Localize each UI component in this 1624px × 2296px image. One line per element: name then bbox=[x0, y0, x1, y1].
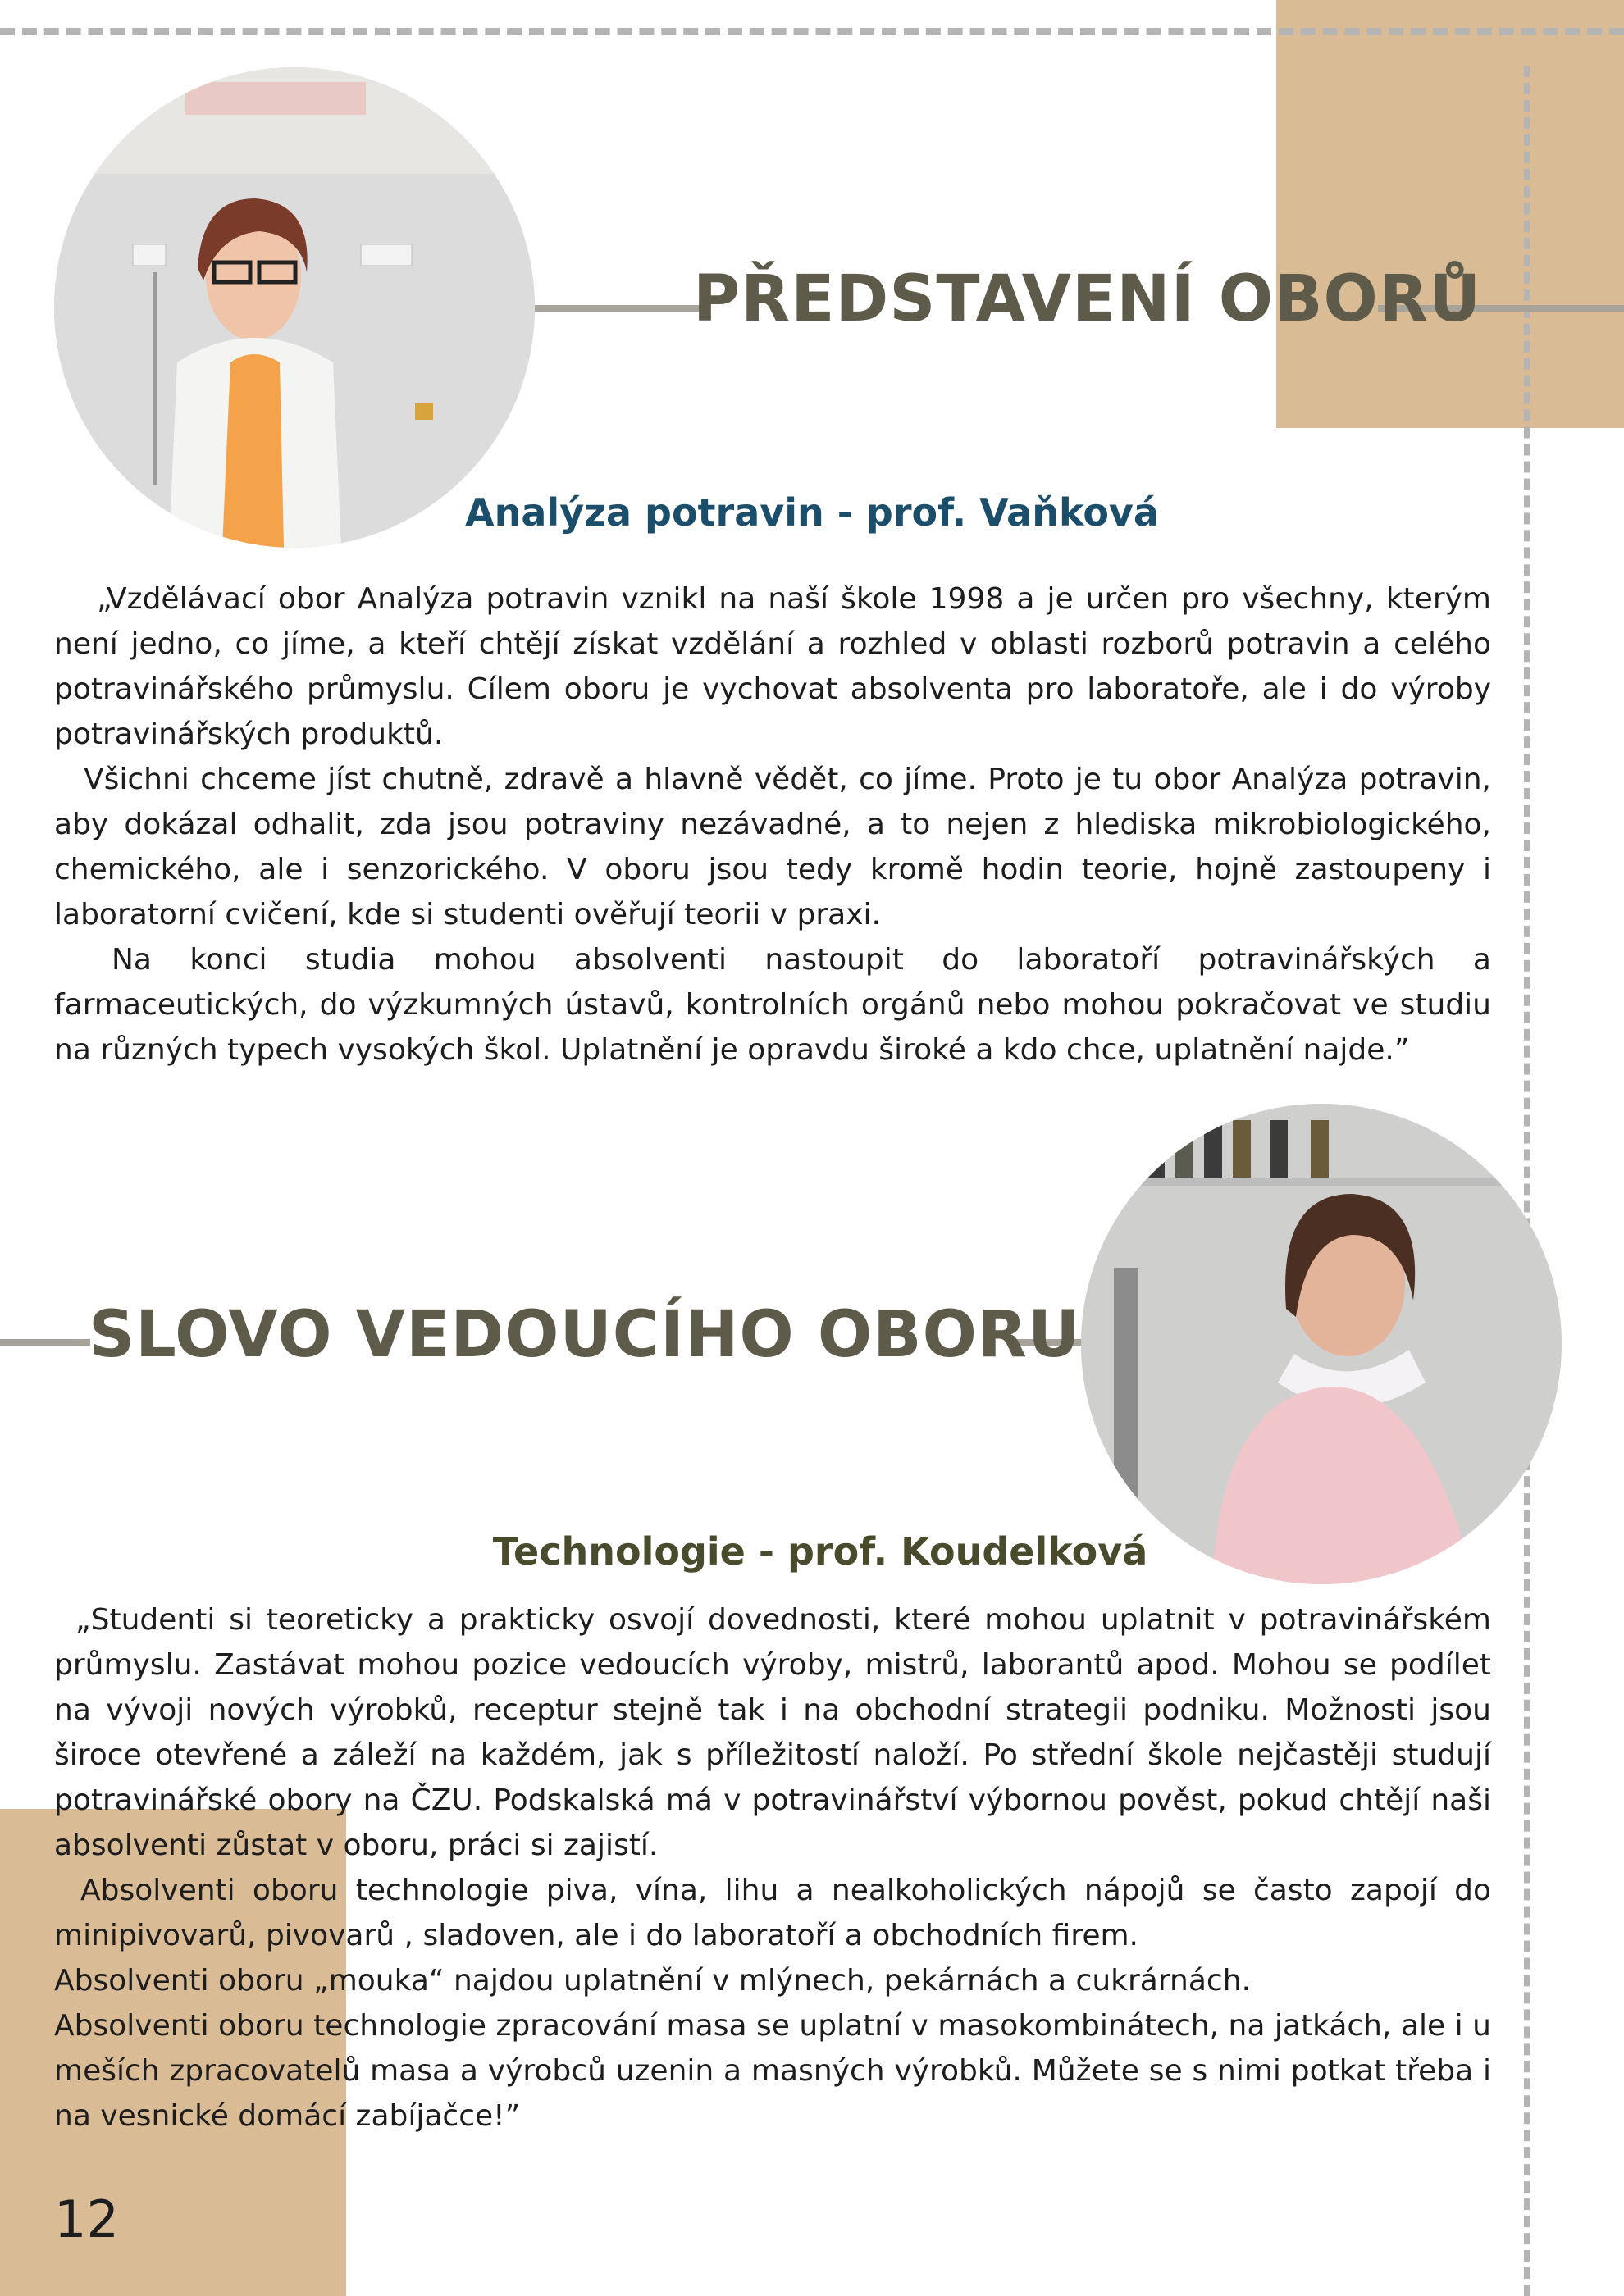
paragraph: Na konci studia mohou absolventi nastoupit do laboratoří potravinářských a farmaceutických, do výzkumných ústavů, kontrolních orgánů nebo mohou pokračovat ve studiu na různých typech vysokých škol. Uplatnění je opravdu široké a kdo chce, uplatnění najde.” bbox=[54, 943, 1491, 1067]
text-block-technologie bbox=[54, 1597, 1491, 2139]
text-block-analyza-potravin bbox=[54, 576, 1491, 1073]
top-dashed-rule bbox=[0, 28, 1624, 35]
paragraph: „Vzdělávací obor Analýza potravin vznikl na naší škole 1998 a je určen pro všechny, kterým není jedno, co jíme, a kteří chtějí získat vzdělání a rozhled v oblasti rozborů potravin a celého potravinářského průmyslu. Cílem oboru je vychovat absolventa pro laboratoře, ale i do výroby potravinářských produktů. bbox=[54, 582, 1491, 751]
portrait-photo-vankova bbox=[54, 67, 535, 548]
vertical-dashed-rule bbox=[1524, 66, 1530, 2296]
subtitle-technologie: Technologie - prof. Koudelková bbox=[492, 1529, 1148, 1574]
paragraph: Všichni chceme jíst chutně, zdravě a hlavně vědět, co jíme. Proto je tu obor Analýza potravin, aby dokázal odhalit, zda jsou potraviny nezávadné, a to nejen z hlediska mikrobiologického, chemického, ale i senzorického. V oboru jsou tedy kromě hodin teorie, hojně zastoupeny i laboratorní cvičení, kde si studenti ověřují teorii v praxi. bbox=[54, 763, 1491, 932]
paragraph: Absolventi oboru „mouka“ najdou uplatnění v mlýnech, pekárnách a cukrárnách. bbox=[54, 1964, 1251, 1998]
title-line-left bbox=[535, 305, 707, 312]
section-title-predstaveni-oboru: PŘEDSTAVENÍ OBORŮ bbox=[693, 262, 1482, 336]
page-number: 12 bbox=[54, 2189, 119, 2249]
paragraph: „Studenti si teoreticky a prakticky osvojí dovednosti, které mohou uplatnit v potravinářském průmyslu. Zastávat mohou pozice vedoucích výroby, mistrů, laborantů apod. Mohou se podílet na vývoji nových výrobků, receptur stejně tak i na obchodní strategii podniku. Možnosti jsou široce otevřené a záleží na každém, jak s příležitostí naloží. Po střední škole nejčastěji studují potravinářské obory na ČZU. Podskalská má v potravinářství výbornou pověst, pokud chtějí naši absolventi zůstat v oboru, práci si zajistí. bbox=[54, 1603, 1491, 1862]
paragraph: Absolventi oboru technologie piva, vína, lihu a nealkoholických nápojů se často zapojí do minipivovarů, pivovarů , sladoven, ale i do laboratoří a obchodních firem. bbox=[54, 1874, 1491, 1952]
section-title-slovo-vedouciho-oboru: SLOVO VEDOUCÍHO OBORU bbox=[89, 1298, 1081, 1372]
portrait-photo-koudelkova bbox=[1081, 1104, 1562, 1584]
subtitle-analyza-potravin: Analýza potravin - prof. Vaňková bbox=[465, 490, 1159, 535]
paragraph: Absolventi oboru technologie zpracování masa se uplatní v masokombinátech, na jatkách, ale i u meších zpracovatelů masa a výrobců uzenin a masných výrobků. Můžete se s nimi potkat třeba i na vesnické domácí zabíjačce!” bbox=[54, 2009, 1491, 2133]
title-line-left-2 bbox=[0, 1339, 90, 1346]
beige-accent-block-top bbox=[1276, 0, 1624, 428]
